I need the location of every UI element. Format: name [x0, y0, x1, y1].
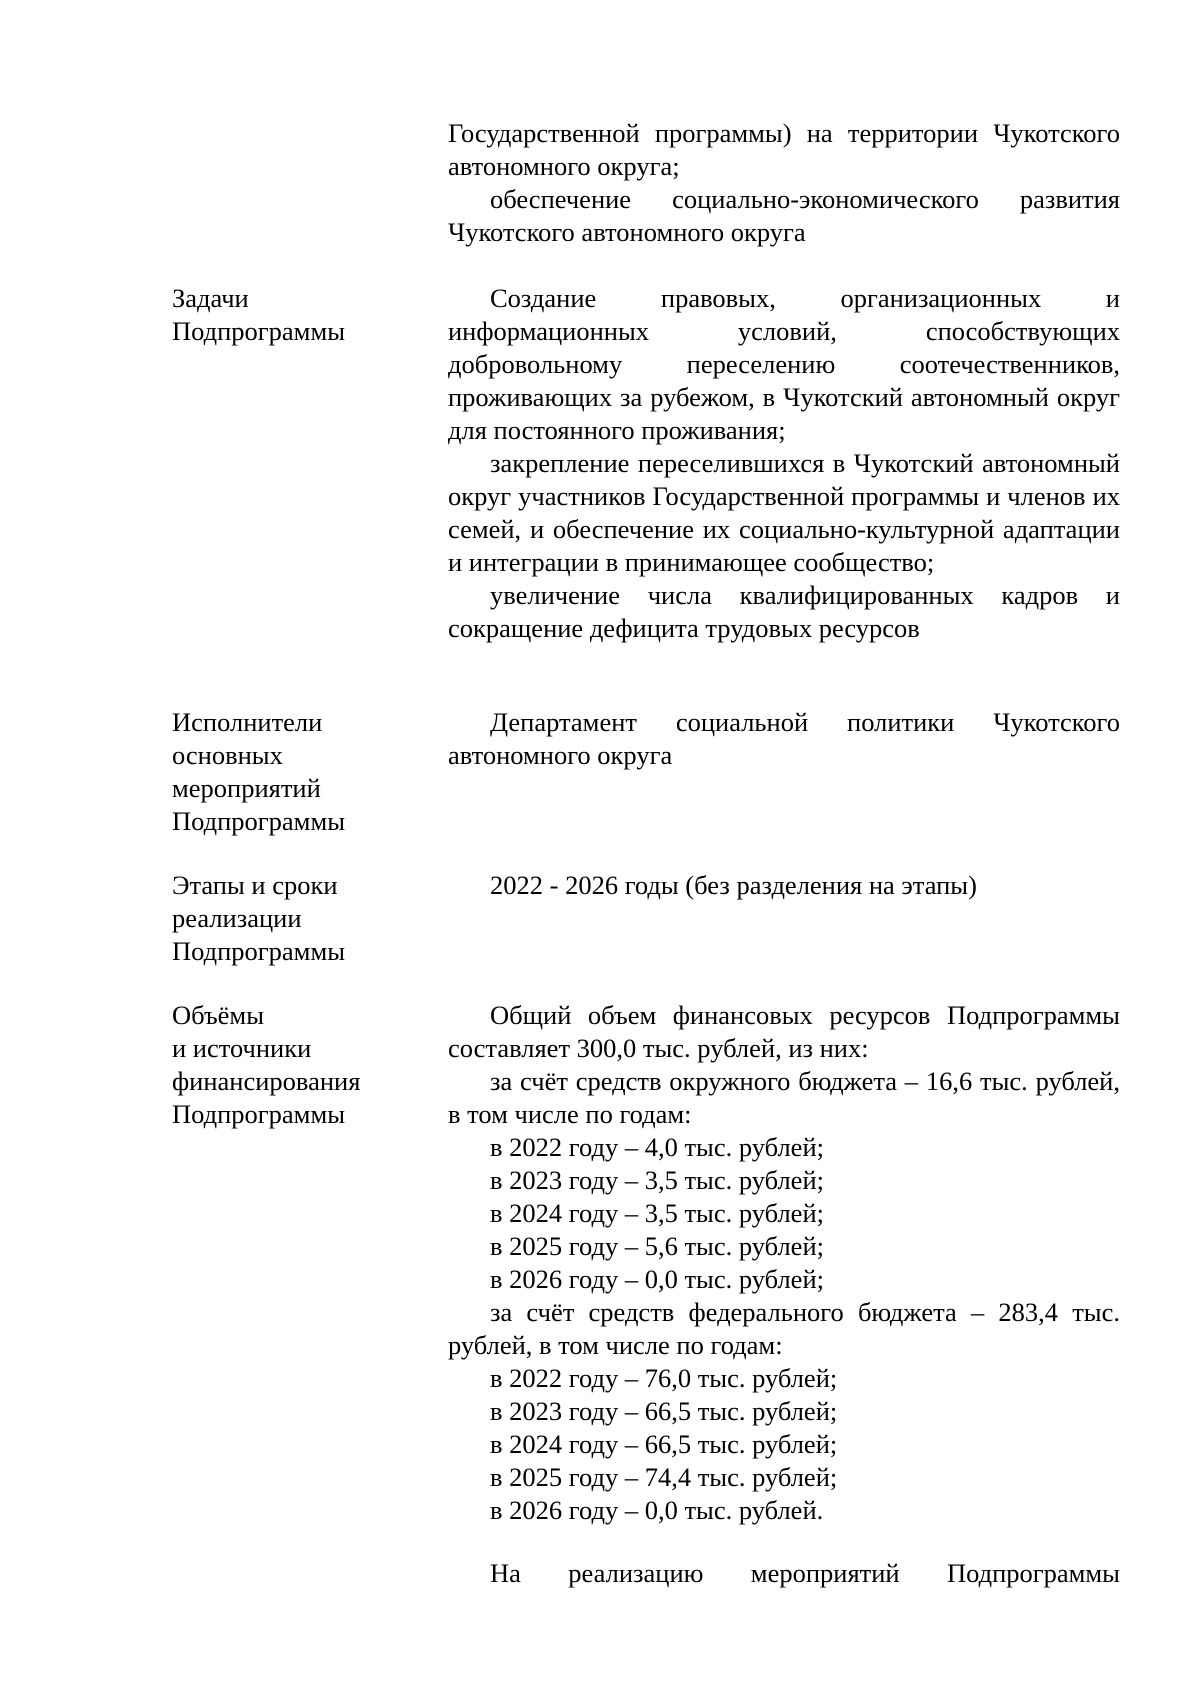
closing-text: На реализацию мероприятий Подпрограммы [490, 1558, 1120, 1588]
regional-year-line: в 2026 году – 0,0 тыс. рублей; [490, 1264, 824, 1294]
tasks-paragraph: увеличение числа квалифицированных кадров и сокращение дефицита трудовых ресурсов [448, 580, 1120, 643]
regional-year-line: в 2022 году – 4,0 тыс. рублей; [490, 1132, 824, 1162]
regional-year-line: в 2024 году – 3,5 тыс. рублей; [490, 1198, 824, 1228]
federal-year-line: в 2025 году – 74,4 тыс. рублей; [490, 1462, 838, 1492]
stages-label [172, 869, 422, 968]
label-line: основных [172, 740, 283, 770]
financing-label [172, 999, 422, 1131]
label-line: финансирования [172, 1066, 361, 1096]
regional-year-line: в 2023 году – 3,5 тыс. рублей; [490, 1165, 824, 1195]
stages-content [448, 869, 1120, 902]
label-line: Исполнители [172, 707, 323, 737]
goals-content [448, 117, 1120, 249]
federal-year-line: в 2022 году – 76,0 тыс. рублей; [490, 1363, 838, 1393]
financing-content [448, 999, 1120, 1527]
financing-total: Общий объем финансовых ресурсов Подпрограммы составляет 300,0 тыс. рублей, из них: [448, 1000, 1120, 1063]
tasks-paragraph: закрепление переселившихся в Чукотский автономный округ участников Государственной программы и членов их семей, и обеспечение их социально-культурной адаптации и интеграции в принимающее сообщество; [448, 448, 1120, 577]
label-line: Этапы и сроки [172, 870, 338, 900]
label-line: Подпрограммы [172, 1099, 346, 1129]
federal-year-line: в 2026 году – 0,0 тыс. рублей. [490, 1495, 824, 1525]
executors-paragraph: Департамент социальной политики Чукотского автономного округа [448, 707, 1120, 770]
label-line: Задачи [172, 283, 249, 313]
label-line: Подпрограммы [172, 806, 346, 836]
stages-text: 2022 - 2026 годы (без разделения на этапы) [490, 870, 977, 900]
regional-year-line: в 2025 году – 5,6 тыс. рублей; [490, 1231, 824, 1261]
label-line: Подпрограммы [172, 936, 346, 966]
tasks-label [172, 282, 422, 348]
executors-label [172, 706, 422, 838]
tasks-paragraph: Создание правовых, организационных и информационных условий, способствующих добровольному переселению соотечественников, проживающих за рубежом, в Чукотский автономный округ для постоянного проживания; [448, 283, 1120, 445]
executors-content [448, 706, 1120, 772]
label-line: Объёмы [172, 1000, 264, 1030]
federal-year-line: в 2023 году – 66,5 тыс. рублей; [490, 1396, 838, 1426]
label-line: реализации [172, 903, 302, 933]
closing-content [448, 1557, 1120, 1590]
label-line: и источники [172, 1033, 312, 1063]
federal-year-line: в 2024 году – 66,5 тыс. рублей; [490, 1429, 838, 1459]
tasks-content [448, 282, 1120, 645]
goals-paragraph: обеспечение социально-экономического развития Чукотского автономного округа [448, 184, 1120, 247]
label-line: мероприятий [172, 773, 321, 803]
goals-paragraph: Государственной программы) на территории Чукотского автономного округа; [448, 118, 1120, 181]
financing-regional-intro: за счёт средств окружного бюджета – 16,6 тыс. рублей, в том числе по годам: [448, 1066, 1120, 1129]
financing-federal-intro: за счёт средств федерального бюджета – 283,4 тыс. рублей, в том числе по годам: [448, 1297, 1120, 1360]
label-line: Подпрограммы [172, 316, 346, 346]
